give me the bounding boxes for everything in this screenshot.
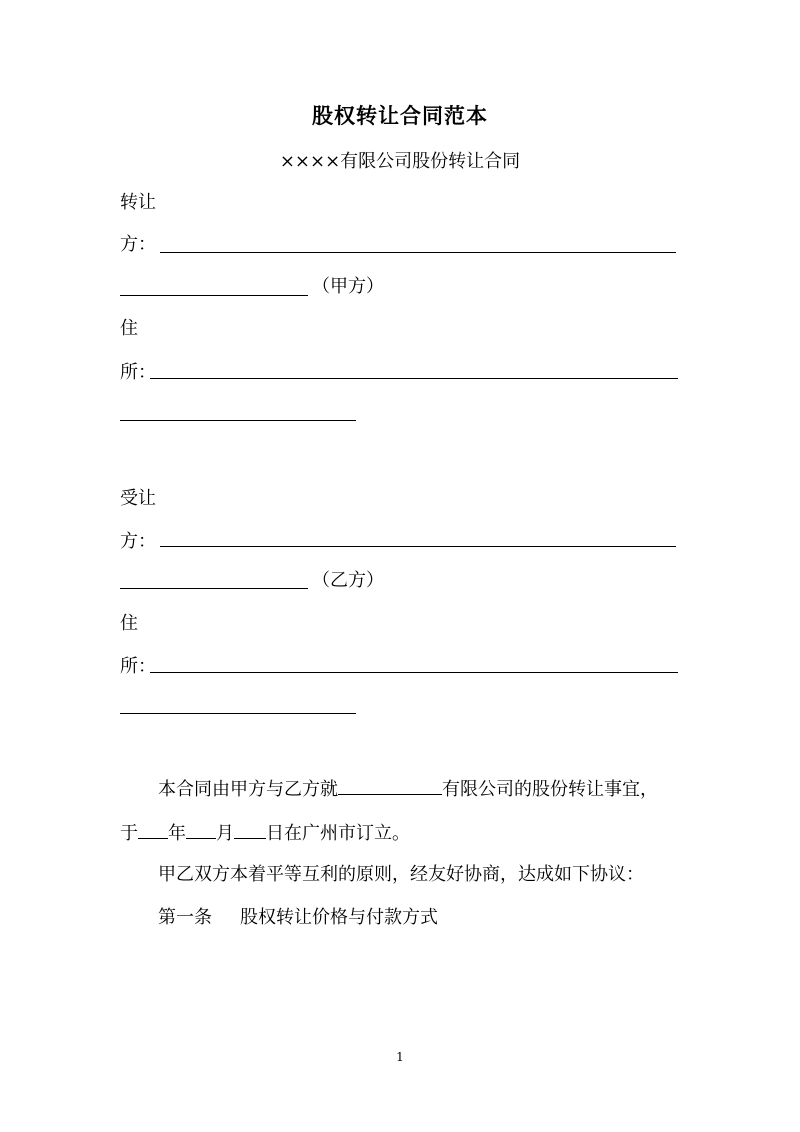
transferor-address-blank [150, 378, 678, 379]
contract-intro-line1 [158, 776, 658, 803]
transferor-address-label-line2: 所： [120, 362, 156, 383]
year-label: 年 [168, 823, 186, 844]
transferee-address-blank [150, 672, 678, 673]
party-b-role: （乙方） [312, 570, 384, 591]
transferor-label-line2: 方： [120, 234, 156, 255]
transferee-label-line1: 受让 [120, 488, 156, 509]
transferor-address-blank-cont [120, 420, 356, 421]
transferor-address-label-line1: 住 [120, 318, 138, 339]
party-a-role: （甲方） [312, 276, 384, 297]
date-prefix: 于 [120, 823, 138, 844]
year-blank [138, 820, 168, 839]
transferee-name-blank [160, 546, 676, 547]
page-number: 1 [396, 1050, 404, 1064]
date-suffix: 日在广州市订立。 [266, 823, 410, 844]
transferee-label-line2: 方： [120, 531, 156, 552]
document-title: 股权转让合同范本 [312, 103, 488, 128]
article-number: 第一条 [158, 907, 212, 928]
month-blank [186, 820, 216, 839]
day-blank [234, 820, 266, 839]
contract-date-line [120, 820, 410, 847]
transferor-label-line1: 转让 [120, 192, 156, 213]
transferee-address-label-line1: 住 [120, 613, 138, 634]
transferor-name-blank-cont [120, 295, 308, 296]
transferee-address-blank-cont [120, 713, 356, 714]
transferee-address-label-line2: 所： [120, 656, 156, 677]
company-name-blank [338, 776, 442, 795]
transferee-name-blank-cont [120, 588, 308, 589]
transferor-name-blank [160, 252, 676, 253]
intro-text-part2: 有限公司的股份转让事宜， [442, 779, 658, 800]
article-title: 股权转让价格与付款方式 [240, 907, 438, 928]
month-label: 月 [216, 823, 234, 844]
document-subtitle: ××××有限公司股份转让合同 [279, 151, 521, 172]
intro-text-part1: 本合同由甲方与乙方就 [158, 779, 338, 800]
article-1-heading [158, 905, 438, 931]
agreement-preamble: 甲乙双方本着平等互利的原则，经友好协商，达成如下协议： [158, 864, 644, 885]
